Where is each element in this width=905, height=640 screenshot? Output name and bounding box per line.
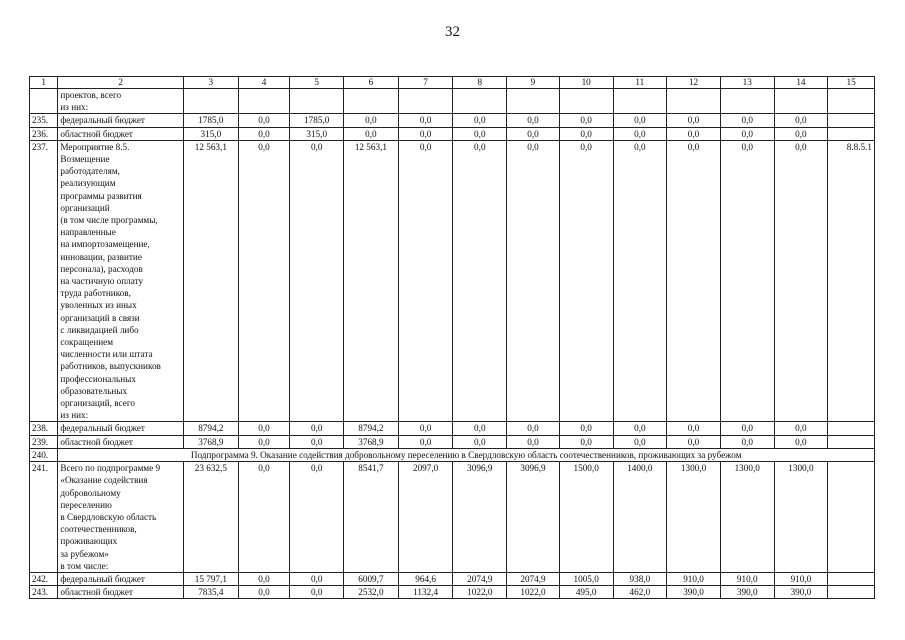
- row-number: 242.: [30, 572, 58, 585]
- value-cell: 0,0: [720, 422, 774, 435]
- value-cell: 2532,0: [344, 586, 399, 599]
- value-cell: 0,0: [453, 140, 507, 422]
- row-number: [30, 89, 58, 114]
- value-cell: 1785,0: [290, 114, 344, 127]
- value-cell: 0,0: [559, 140, 613, 422]
- value-cell: 2097,0: [398, 462, 453, 573]
- row-description: областной бюджет: [58, 586, 184, 599]
- column-header: 7: [398, 77, 453, 89]
- value-cell: [720, 89, 774, 114]
- value-cell: 0,0: [559, 422, 613, 435]
- table-row: [30, 422, 875, 435]
- column-header: 9: [507, 77, 560, 89]
- budget-table: [29, 76, 875, 599]
- value-cell: 0,0: [507, 435, 560, 448]
- row-description: областной бюджет: [58, 127, 184, 140]
- row-description: Мероприятие 8.5. Возмещение работодателям, реализующим программы развития организаций (в том числе программы, направленные на импортозамещение, инновации, развитие персонала), расходов на частичную оплату труда работников, уволенных из иных организаций в связи с ликвидацией либо сокращением численности или штата работников, выпускников профессиональных образовательных организаций, всего из них:: [58, 140, 184, 422]
- column-header: 5: [290, 77, 344, 89]
- value-cell: 462,0: [613, 586, 667, 599]
- value-cell: 910,0: [720, 572, 774, 585]
- table-row: [30, 140, 875, 422]
- value-cell: 1300,0: [667, 462, 721, 573]
- value-cell: [507, 89, 560, 114]
- row-number: 243.: [30, 586, 58, 599]
- value-cell: [774, 89, 828, 114]
- value-cell: 0,0: [613, 140, 667, 422]
- column-header: 1: [30, 77, 58, 89]
- target-code: [828, 89, 875, 114]
- value-cell: 390,0: [667, 586, 721, 599]
- value-cell: 1300,0: [774, 462, 828, 573]
- row-number: 236.: [30, 127, 58, 140]
- value-cell: 0,0: [667, 422, 721, 435]
- subprogram-row: [30, 448, 875, 461]
- value-cell: [667, 89, 721, 114]
- value-cell: 3768,9: [344, 435, 399, 448]
- value-cell: 12 563,1: [344, 140, 399, 422]
- table-row: [30, 89, 875, 114]
- value-cell: 1022,0: [453, 586, 507, 599]
- column-header: 6: [344, 77, 399, 89]
- value-cell: 0,0: [774, 127, 828, 140]
- value-cell: 15 797,1: [183, 572, 238, 585]
- row-number: 238.: [30, 422, 58, 435]
- value-cell: 0,0: [507, 140, 560, 422]
- value-cell: 0,0: [398, 127, 453, 140]
- value-cell: 0,0: [290, 572, 344, 585]
- row-description: областной бюджет: [58, 435, 184, 448]
- value-cell: 0,0: [238, 572, 290, 585]
- row-number: 235.: [30, 114, 58, 127]
- value-cell: [238, 89, 290, 114]
- value-cell: 3096,9: [453, 462, 507, 573]
- row-description: федеральный бюджет: [58, 422, 184, 435]
- table-row: [30, 435, 875, 448]
- table-row: [30, 114, 875, 127]
- value-cell: 3096,9: [507, 462, 560, 573]
- column-header: 12: [667, 77, 721, 89]
- value-cell: 0,0: [290, 435, 344, 448]
- value-cell: [453, 89, 507, 114]
- value-cell: 0,0: [344, 114, 399, 127]
- column-header: 4: [238, 77, 290, 89]
- table-row: [30, 127, 875, 140]
- value-cell: 0,0: [774, 422, 828, 435]
- value-cell: 8794,2: [183, 422, 238, 435]
- value-cell: 0,0: [238, 586, 290, 599]
- value-cell: 964,6: [398, 572, 453, 585]
- value-cell: 23 632,5: [183, 462, 238, 573]
- value-cell: 0,0: [238, 435, 290, 448]
- target-code: [828, 422, 875, 435]
- value-cell: 0,0: [774, 140, 828, 422]
- value-cell: 1785,0: [183, 114, 238, 127]
- value-cell: 0,0: [559, 114, 613, 127]
- target-code: [828, 586, 875, 599]
- target-code: [828, 435, 875, 448]
- row-description: Всего по подпрограмме 9 «Оказание содействия добровольному переселению в Свердловскую область соотечественников, проживающих за рубежом» в том числе:: [58, 462, 184, 573]
- value-cell: 0,0: [398, 422, 453, 435]
- value-cell: 0,0: [238, 140, 290, 422]
- value-cell: 390,0: [774, 586, 828, 599]
- value-cell: 1005,0: [559, 572, 613, 585]
- value-cell: 8541,7: [344, 462, 399, 573]
- value-cell: 6009,7: [344, 572, 399, 585]
- value-cell: 0,0: [613, 422, 667, 435]
- table-row: [30, 462, 875, 573]
- value-cell: 0,0: [774, 435, 828, 448]
- value-cell: 0,0: [559, 127, 613, 140]
- row-number: 241.: [30, 462, 58, 573]
- value-cell: 390,0: [720, 586, 774, 599]
- row-number: 237.: [30, 140, 58, 422]
- column-header: 2: [58, 77, 184, 89]
- value-cell: 0,0: [613, 435, 667, 448]
- target-code: [828, 127, 875, 140]
- value-cell: 938,0: [613, 572, 667, 585]
- value-cell: 2074,9: [507, 572, 560, 585]
- value-cell: 0,0: [720, 127, 774, 140]
- value-cell: 0,0: [667, 114, 721, 127]
- value-cell: 0,0: [453, 422, 507, 435]
- value-cell: 0,0: [453, 127, 507, 140]
- subprogram-title: Подпрограмма 9. Оказание содействия добровольному переселению в Свердловскую область соотечественников, проживающих за рубежом: [58, 448, 875, 461]
- row-description: федеральный бюджет: [58, 114, 184, 127]
- value-cell: 3768,9: [183, 435, 238, 448]
- value-cell: [344, 89, 399, 114]
- row-number: 240.: [30, 448, 58, 461]
- table-body: [30, 77, 875, 599]
- value-cell: 910,0: [774, 572, 828, 585]
- page-number: 32: [445, 24, 460, 40]
- value-cell: 1400,0: [613, 462, 667, 573]
- value-cell: 315,0: [290, 127, 344, 140]
- value-cell: 2074,9: [453, 572, 507, 585]
- value-cell: 1300,0: [720, 462, 774, 573]
- value-cell: 0,0: [559, 435, 613, 448]
- row-description: проектов, всего из них:: [58, 89, 184, 114]
- value-cell: 0,0: [667, 435, 721, 448]
- value-cell: 0,0: [613, 127, 667, 140]
- value-cell: 0,0: [507, 422, 560, 435]
- value-cell: 0,0: [290, 140, 344, 422]
- target-code: [828, 462, 875, 573]
- value-cell: 0,0: [453, 114, 507, 127]
- header-row: [30, 77, 875, 89]
- value-cell: 0,0: [667, 140, 721, 422]
- value-cell: 8794,2: [344, 422, 399, 435]
- value-cell: 0,0: [238, 462, 290, 573]
- column-header: 14: [774, 77, 828, 89]
- value-cell: 7835,4: [183, 586, 238, 599]
- value-cell: 1132,4: [398, 586, 453, 599]
- row-number: 239.: [30, 435, 58, 448]
- row-description: федеральный бюджет: [58, 572, 184, 585]
- value-cell: 0,0: [720, 435, 774, 448]
- column-header: 10: [559, 77, 613, 89]
- value-cell: 0,0: [667, 127, 721, 140]
- value-cell: [398, 89, 453, 114]
- value-cell: 0,0: [453, 435, 507, 448]
- value-cell: 12 563,1: [183, 140, 238, 422]
- value-cell: 0,0: [290, 586, 344, 599]
- value-cell: 0,0: [290, 422, 344, 435]
- column-header: 11: [613, 77, 667, 89]
- value-cell: [183, 89, 238, 114]
- value-cell: 0,0: [507, 114, 560, 127]
- value-cell: 0,0: [398, 114, 453, 127]
- value-cell: 0,0: [720, 140, 774, 422]
- value-cell: 0,0: [238, 127, 290, 140]
- target-code: 8.8.5.1: [828, 140, 875, 422]
- value-cell: 1500,0: [559, 462, 613, 573]
- value-cell: 910,0: [667, 572, 721, 585]
- value-cell: [290, 89, 344, 114]
- value-cell: 495,0: [559, 586, 613, 599]
- value-cell: [559, 89, 613, 114]
- table-row: [30, 586, 875, 599]
- value-cell: 315,0: [183, 127, 238, 140]
- column-header: 15: [828, 77, 875, 89]
- value-cell: 0,0: [238, 422, 290, 435]
- value-cell: 0,0: [774, 114, 828, 127]
- value-cell: [613, 89, 667, 114]
- value-cell: 0,0: [238, 114, 290, 127]
- target-code: [828, 114, 875, 127]
- column-header: 13: [720, 77, 774, 89]
- value-cell: 0,0: [613, 114, 667, 127]
- value-cell: 0,0: [344, 127, 399, 140]
- target-code: [828, 572, 875, 585]
- value-cell: 0,0: [290, 462, 344, 573]
- column-header: 8: [453, 77, 507, 89]
- value-cell: 0,0: [398, 140, 453, 422]
- table-row: [30, 572, 875, 585]
- value-cell: 0,0: [507, 127, 560, 140]
- value-cell: 0,0: [398, 435, 453, 448]
- column-header: 3: [183, 77, 238, 89]
- value-cell: 1022,0: [507, 586, 560, 599]
- value-cell: 0,0: [720, 114, 774, 127]
